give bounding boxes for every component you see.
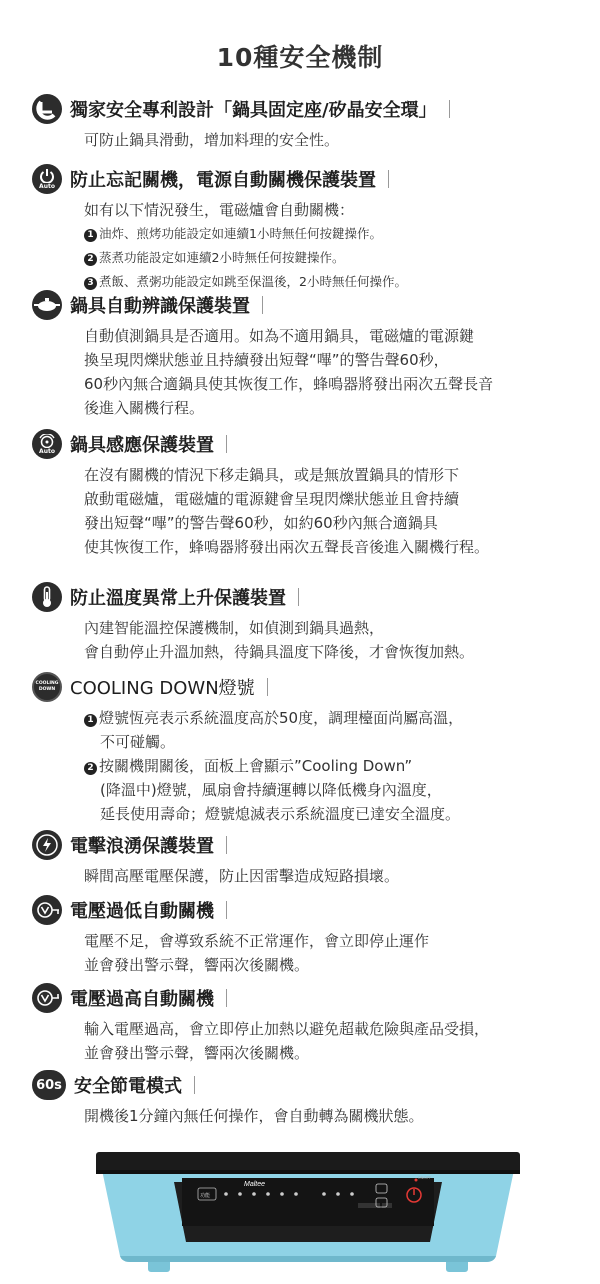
feature-power-save — [32, 1070, 572, 1128]
divider — [226, 901, 227, 919]
page-title: 10種安全機制 — [216, 43, 384, 72]
feature-text: 後進入關機行程。 — [84, 399, 205, 417]
feature-pan-guard — [32, 94, 572, 152]
pan-guard-icon — [32, 94, 62, 124]
divider — [267, 678, 268, 696]
feature-heading: 防止忘記關機，電源自動關機保護裝置 — [70, 170, 376, 191]
feature-over-temp — [32, 582, 572, 664]
list-item: 1 燈號恆亮表示系統溫度高於50度，調理檯面尚屬高溫， — [84, 706, 572, 730]
induction-cooker — [96, 1148, 520, 1276]
list-item: 3 煮飯、煮粥功能設定如跳至保溫後，2小時無任何操作。 — [84, 270, 572, 294]
divider — [388, 170, 389, 188]
list-item: 2 蒸煮功能設定如連續2小時無任何按鍵操作。 — [84, 246, 572, 270]
list-item: 1 油炸、煎烤功能設定如連續1小時無任何按鍵操作。 — [84, 222, 572, 246]
feature-text: 並會發出警示聲，響兩次後關機。 — [84, 956, 310, 974]
feature-text: 並會發出警示聲，響兩次後關機。 — [84, 1044, 310, 1062]
list-item: 2 按關機開關後，面板上會顯示”Cooling Down” — [84, 754, 572, 778]
feature-text: 輸入電壓過高，會立即停止加熱以避免超載危險與產品受損， — [84, 1020, 490, 1038]
divider — [194, 1076, 195, 1094]
feature-pot-sensor — [32, 429, 572, 559]
voltage-high-icon — [32, 983, 62, 1013]
feature-text: 發出短聲“嗶”的警告聲60秒，如約60秒內無合適鍋具 — [84, 514, 438, 532]
icon-label: COOLING DOWN — [35, 681, 59, 692]
cooling-down-icon — [32, 672, 62, 702]
divider — [298, 588, 299, 606]
feature-text: 自動偵測鍋具是否適用。如為不適用鍋具，電磁爐的電源鍵 — [84, 327, 475, 345]
feature-text: 內建智能溫控保護機制，如偵測到鍋具過熱， — [84, 619, 385, 637]
brand-logo: Maltee — [244, 1181, 266, 1188]
divider — [226, 989, 227, 1007]
feature-heading: 鍋具自動辨識保護裝置 — [70, 296, 250, 317]
feature-heading: 安全節電模式 — [74, 1076, 182, 1097]
feature-text: 會自動停止升溫加熱，待鍋具溫度下降後，才會恢復加熱。 — [84, 643, 475, 661]
feature-text: 啟動電磁爐，電磁爐的電源鍵會呈現閃爍狀態並且會持續 — [84, 490, 460, 508]
feature-text: 延長使用壽命；燈號熄滅表示系統溫度已達安全溫度。 — [100, 805, 461, 823]
lightning-icon — [32, 830, 62, 860]
feature-heading: 電壓過高自動關機 — [70, 989, 214, 1010]
feature-heading: 獨家安全專利設計「鍋具固定座/矽晶安全環」 — [70, 100, 437, 121]
panel-function-button: 功能 — [200, 1193, 211, 1199]
icon-label: Auto — [39, 447, 55, 455]
thermometer-icon — [32, 582, 62, 612]
divider — [449, 100, 450, 118]
feature-pot-detect — [32, 290, 572, 420]
feature-heading: 防止溫度異常上升保護裝置 — [70, 588, 286, 609]
feature-auto-off — [32, 164, 572, 294]
voltage-low-icon — [32, 895, 62, 925]
onoff-label: ON/OFF — [418, 1176, 432, 1180]
pot-sensor-icon — [32, 429, 62, 459]
feature-cooling-down — [32, 672, 572, 826]
divider — [226, 435, 227, 453]
feature-text: 不可碰觸。 — [100, 733, 176, 751]
feature-text: 可防止鍋具滑動，增加料理的安全性。 — [84, 131, 340, 149]
power-auto-icon — [32, 164, 62, 194]
feature-voltage-low — [32, 895, 572, 977]
product-image — [96, 1148, 520, 1276]
feature-surge — [32, 830, 572, 888]
feature-heading: 電擊浪湧保護裝置 — [70, 836, 214, 857]
feature-text: 電壓不足，會導致系統不正常運作，會立即停止運作 — [84, 932, 430, 950]
divider — [262, 296, 263, 314]
feature-text: 瞬間高壓電壓保護，防止因雷擊造成短路損壞。 — [84, 867, 400, 885]
feature-text: (降溫中)燈號，風扇會持續運轉以降低機身內溫度， — [100, 781, 442, 799]
icon-label: 60s — [36, 1077, 62, 1093]
feature-text: 如有以下情況發生，電磁爐會自動關機： — [84, 201, 355, 219]
feature-voltage-high — [32, 983, 572, 1065]
feature-heading: 鍋具感應保護裝置 — [70, 435, 214, 456]
feature-text: 換呈現閃爍狀態並且持續發出短聲“嗶”的警告聲60秒， — [84, 351, 449, 369]
feature-heading: 電壓過低自動關機 — [70, 901, 214, 922]
feature-text: 使其恢復工作，蜂鳴器將發出兩次五聲長音後進入關機行程。 — [84, 538, 490, 556]
feature-text: 60秒內無合適鍋具使其恢復工作，蜂鳴器將發出兩次五聲長音 — [84, 375, 494, 393]
divider — [226, 836, 227, 854]
icon-label: Auto — [39, 182, 55, 190]
feature-text: 在沒有關機的情況下移走鍋具，或是無放置鍋具的情形下 — [84, 466, 460, 484]
feature-heading: COOLING DOWN燈號 — [70, 678, 255, 699]
pot-detect-icon — [32, 290, 62, 320]
feature-text: 開機後1分鐘內無任何操作，會自動轉為關機狀態。 — [84, 1107, 424, 1125]
timer-60s-icon — [32, 1070, 66, 1100]
